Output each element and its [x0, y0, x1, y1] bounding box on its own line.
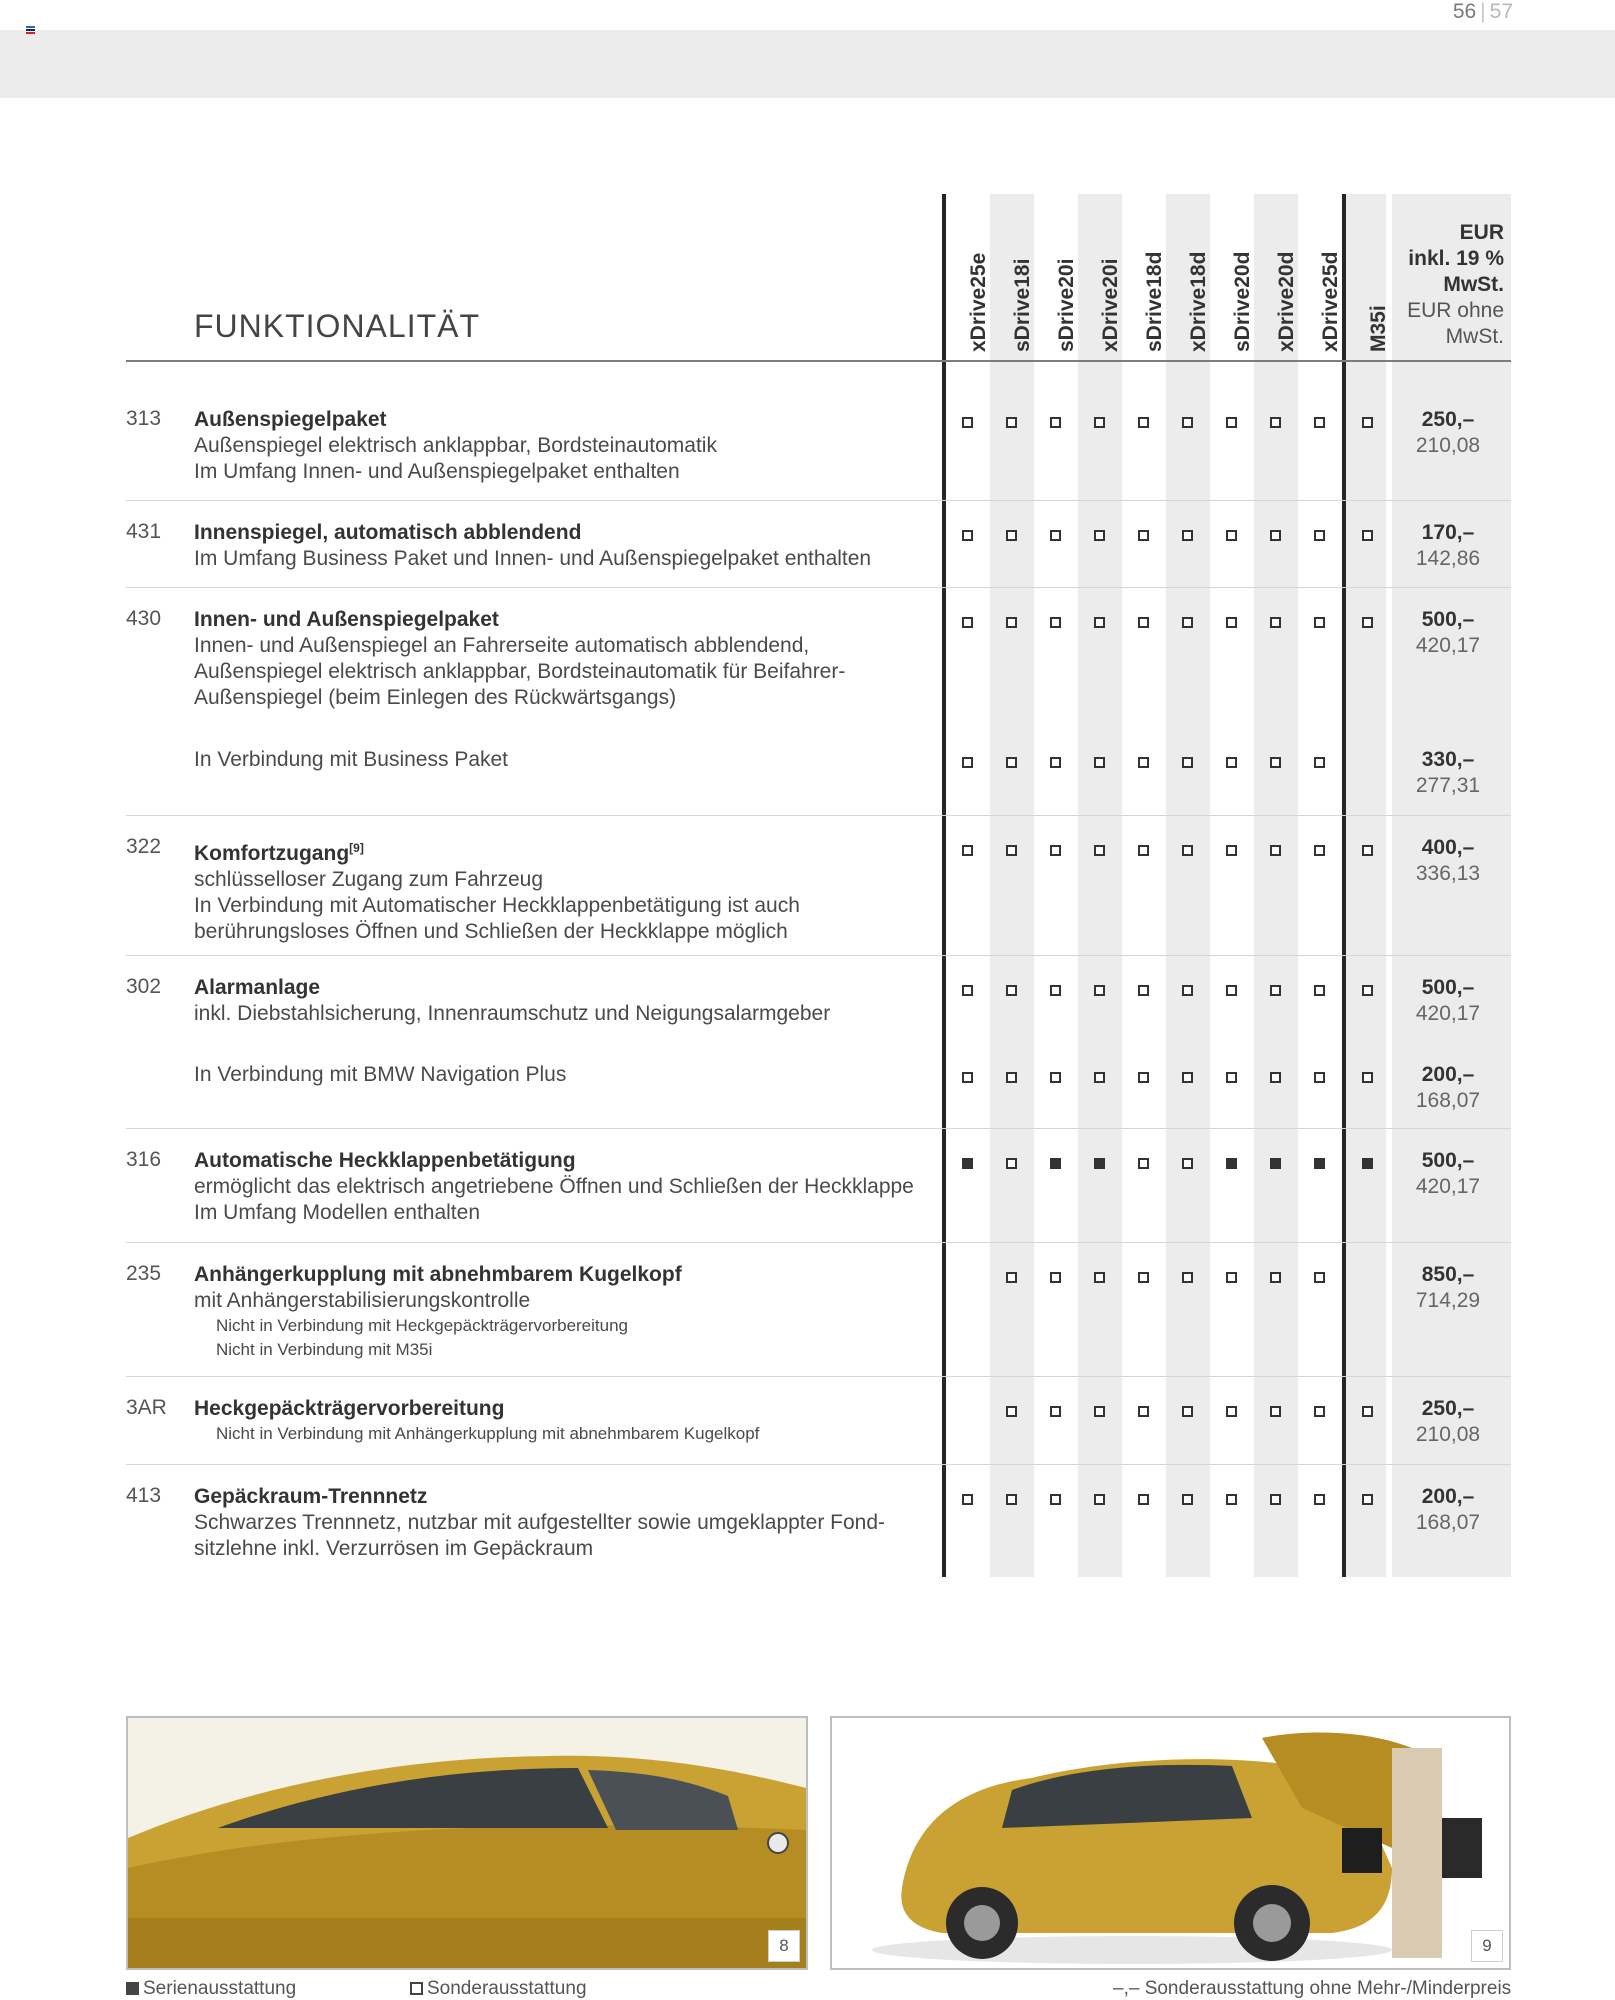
- optional-equipment-mark: [1362, 1406, 1373, 1417]
- price-header: EUR inkl. 19 % MwSt. EUR ohne MwSt.: [1407, 221, 1504, 348]
- optional-equipment-mark: [1314, 1072, 1325, 1083]
- price-gross: 500,–: [1421, 976, 1475, 999]
- top-bar: [0, 30, 1615, 98]
- optional-equipment-mark: [962, 757, 973, 768]
- option-detail: Außenspiegel (beim Einlegen des Rückwärtsgangs): [194, 686, 677, 709]
- optional-equipment-mark: [1270, 1072, 1281, 1083]
- optional-equipment-mark: [1226, 1072, 1237, 1083]
- optional-equipment-mark: [1138, 1072, 1149, 1083]
- footnote-ref[interactable]: [9]: [349, 841, 364, 855]
- price-net: 210,08: [1415, 434, 1481, 457]
- option-price: [1392, 747, 1504, 799]
- optional-equipment-mark: [1006, 1158, 1017, 1169]
- option-code: 3AR: [126, 1396, 167, 1419]
- optional-equipment-mark: [1050, 1406, 1061, 1417]
- column-shade: [990, 194, 1034, 1577]
- optional-equipment-mark: [1270, 845, 1281, 856]
- option-price: [1392, 1396, 1504, 1448]
- car-rear-photo: [830, 1716, 1511, 1970]
- standard-equipment-mark: [1314, 1158, 1325, 1169]
- row-divider: [126, 1376, 1511, 1377]
- car-tailgate-illustration: [832, 1718, 1509, 1968]
- option-title: Innenspiegel, automatisch abblendend: [194, 521, 582, 544]
- optional-equipment-mark: [1006, 1494, 1017, 1505]
- column-header: M35i: [1367, 305, 1390, 352]
- optional-equipment-mark: [1270, 530, 1281, 541]
- option-code: 322: [126, 835, 162, 858]
- optional-equipment-mark: [1270, 417, 1281, 428]
- price-gross: 500,–: [1421, 608, 1475, 631]
- price-net: 168,07: [1415, 1511, 1481, 1534]
- optional-equipment-mark: [1182, 417, 1193, 428]
- optional-equipment-mark: [1182, 1272, 1193, 1283]
- column-shade: [1254, 194, 1298, 1577]
- option-detail: Außenspiegel elektrisch anklappbar, Bordsteinautomatik für Beifahrer-: [194, 660, 846, 683]
- page-next[interactable]: 57: [1489, 0, 1513, 23]
- optional-equipment-mark: [1050, 617, 1061, 628]
- row-divider: [126, 1242, 1511, 1243]
- optional-equipment-mark: [1226, 757, 1237, 768]
- price-gross: 250,–: [1421, 408, 1475, 431]
- optional-equipment-mark: [1314, 530, 1325, 541]
- column-header: xDrive25e: [967, 252, 990, 352]
- optional-equipment-mark: [1050, 985, 1061, 996]
- option-description: [194, 975, 934, 1027]
- optional-equipment-mark: [1050, 845, 1061, 856]
- option-title: Heckgepäckträgervorbereitung: [194, 1397, 505, 1420]
- optional-equipment-mark: [1362, 845, 1373, 856]
- optional-equipment-mark: [1094, 845, 1105, 856]
- option-detail: In Verbindung mit BMW Navigation Plus: [194, 1063, 567, 1086]
- optional-equipment-mark: [1362, 530, 1373, 541]
- option-description: [194, 407, 934, 485]
- optional-equipment-mark: [1314, 417, 1325, 428]
- optional-equipment-mark: [1314, 1494, 1325, 1505]
- option-detail: mit Anhängerstabilisierungskontrolle: [194, 1289, 531, 1312]
- option-detail: Schwarzes Trennnetz, nutzbar mit aufgestellter sowie umgeklappter Fond-: [194, 1511, 886, 1534]
- price-gross: 200,–: [1421, 1485, 1475, 1508]
- filled-square-icon: [126, 1982, 139, 1995]
- option-detail: Außenspiegel elektrisch anklappbar, Bordsteinautomatik: [194, 434, 717, 457]
- optional-equipment-mark: [1050, 1494, 1061, 1505]
- option-code: 302: [126, 975, 162, 998]
- row-divider: [126, 1128, 1511, 1129]
- price-gross: 400,–: [1421, 836, 1475, 859]
- option-description: [194, 1062, 934, 1088]
- optional-equipment-mark: [1226, 985, 1237, 996]
- column-header: xDrive20d: [1275, 251, 1298, 352]
- optional-equipment-mark: [962, 530, 973, 541]
- price-net: 336,13: [1415, 862, 1481, 885]
- standard-equipment-mark: [1094, 1158, 1105, 1169]
- option-title: Alarmanlage: [194, 976, 321, 999]
- option-price: [1392, 607, 1504, 659]
- option-description: [194, 1484, 934, 1562]
- column-shade: [1078, 194, 1122, 1577]
- optional-equipment-mark: [1138, 1158, 1149, 1169]
- optional-equipment-mark: [1094, 417, 1105, 428]
- option-code: 413: [126, 1484, 162, 1507]
- column-header: sDrive18i: [1011, 258, 1034, 352]
- option-description: [194, 607, 934, 711]
- price-net: 142,86: [1415, 547, 1481, 570]
- optional-equipment-mark: [1050, 530, 1061, 541]
- column-header: sDrive18d: [1143, 251, 1166, 352]
- optional-equipment-mark: [1314, 1272, 1325, 1283]
- optional-equipment-mark: [1182, 1406, 1193, 1417]
- price-gross: 250,–: [1421, 1397, 1475, 1420]
- optional-equipment-mark: [962, 617, 973, 628]
- optional-equipment-mark: [1006, 530, 1017, 541]
- option-price: [1392, 835, 1504, 887]
- optional-equipment-mark: [1182, 1494, 1193, 1505]
- empty-square-icon: [410, 1982, 423, 1995]
- option-code: 316: [126, 1148, 162, 1171]
- option-detail: berührungsloses Öffnen und Schließen der Heckklappe möglich: [194, 920, 788, 943]
- optional-equipment-mark: [1362, 1494, 1373, 1505]
- car-side-illustration: [128, 1718, 806, 1968]
- price-net: 210,08: [1415, 1423, 1481, 1446]
- optional-equipment-mark: [1050, 417, 1061, 428]
- optional-equipment-mark: [1094, 1406, 1105, 1417]
- option-detail: Im Umfang Innen- und Außenspiegelpaket enthalten: [194, 460, 680, 483]
- optional-equipment-mark: [1270, 985, 1281, 996]
- optional-equipment-mark: [1006, 845, 1017, 856]
- column-header: xDrive20i: [1099, 258, 1122, 352]
- optional-equipment-mark: [962, 417, 973, 428]
- option-restriction: Nicht in Verbindung mit M35i: [216, 1340, 433, 1359]
- price-net: 168,07: [1415, 1089, 1481, 1112]
- row-divider: [126, 955, 1511, 956]
- optional-equipment-mark: [1226, 1494, 1237, 1505]
- option-restriction: Nicht in Verbindung mit Anhängerkupplung mit abnehmbarem Kugelkopf: [216, 1424, 760, 1443]
- optional-equipment-mark: [1362, 1072, 1373, 1083]
- optional-equipment-mark: [1050, 757, 1061, 768]
- option-detail: ermöglicht das elektrisch angetriebene Öffnen und Schließen der Heckklappe: [194, 1175, 914, 1198]
- standard-equipment-mark: [1270, 1158, 1281, 1169]
- option-detail: schlüsselloser Zugang zum Fahrzeug: [194, 868, 544, 891]
- optional-equipment-mark: [1094, 1072, 1105, 1083]
- price-net: 420,17: [1415, 634, 1481, 657]
- row-divider: [126, 1464, 1511, 1465]
- optional-equipment-mark: [1226, 417, 1237, 428]
- column-header: xDrive25d: [1319, 251, 1342, 352]
- column-divider: [942, 194, 946, 1577]
- option-restriction: Nicht in Verbindung mit Heckgepäckträgervorbereitung: [216, 1316, 629, 1335]
- option-code: 431: [126, 520, 162, 543]
- column-header: sDrive20d: [1231, 251, 1254, 352]
- optional-equipment-mark: [1314, 1406, 1325, 1417]
- option-detail: Im Umfang Business Paket und Innen- und Außenspiegelpaket enthalten: [194, 547, 872, 570]
- brand-stripe-icon: [26, 26, 35, 34]
- legend-standard: Serienausstattung: [126, 1978, 296, 2000]
- optional-equipment-mark: [1138, 985, 1149, 996]
- column-shade: [1342, 194, 1386, 1577]
- row-divider: [126, 500, 1511, 501]
- price-gross: 330,–: [1421, 748, 1475, 771]
- option-title: Automatische Heckklappenbetätigung: [194, 1149, 576, 1172]
- optional-equipment-mark: [1094, 1494, 1105, 1505]
- photo-number: 9: [1471, 1930, 1503, 1962]
- page-number: 56 | 57: [1452, 0, 1513, 23]
- optional-equipment-mark: [1006, 1406, 1017, 1417]
- optional-equipment-mark: [1050, 1272, 1061, 1283]
- price-gross: 200,–: [1421, 1063, 1475, 1086]
- optional-equipment-mark: [1270, 617, 1281, 628]
- option-description: [194, 520, 934, 572]
- photo-number: 8: [768, 1930, 800, 1962]
- option-detail: In Verbindung mit Business Paket: [194, 748, 509, 771]
- optional-equipment-mark: [1182, 530, 1193, 541]
- option-price: [1392, 1148, 1504, 1200]
- optional-equipment-mark: [1182, 1072, 1193, 1083]
- optional-equipment-mark: [1006, 985, 1017, 996]
- optional-equipment-mark: [1138, 757, 1149, 768]
- optional-equipment-mark: [1182, 1158, 1193, 1169]
- optional-equipment-mark: [1362, 985, 1373, 996]
- section-title: FUNKTIONALITÄT: [194, 308, 481, 344]
- optional-equipment-mark: [1050, 1072, 1061, 1083]
- optional-equipment-mark: [962, 845, 973, 856]
- option-detail: sitzlehne inkl. Verzurrösen im Gepäckraum: [194, 1537, 594, 1560]
- optional-equipment-mark: [1138, 845, 1149, 856]
- optional-equipment-mark: [1094, 1272, 1105, 1283]
- option-price: [1392, 520, 1504, 572]
- option-detail: inkl. Diebstahlsicherung, Innenraumschutz und Neigungsalarmgeber: [194, 1002, 831, 1025]
- row-divider: [126, 587, 1511, 588]
- optional-equipment-mark: [1182, 757, 1193, 768]
- optional-equipment-mark: [1314, 757, 1325, 768]
- legend-no-price: –,– Sonderausstattung ohne Mehr-/Minderpreis: [1113, 1978, 1512, 1999]
- option-title: Gepäckraum-Trennnetz: [194, 1485, 428, 1508]
- option-detail: In Verbindung mit Automatischer Heckklappenbetätigung ist auch: [194, 894, 800, 917]
- option-code: 313: [126, 407, 162, 430]
- optional-equipment-mark: [1138, 1272, 1149, 1283]
- optional-equipment-mark: [1314, 845, 1325, 856]
- optional-equipment-mark: [1006, 417, 1017, 428]
- optional-equipment-mark: [1094, 757, 1105, 768]
- option-code: 430: [126, 607, 162, 630]
- page-current: 56: [1452, 0, 1477, 23]
- optional-equipment-mark: [1006, 1272, 1017, 1283]
- price-gross: 500,–: [1421, 1149, 1475, 1172]
- optional-equipment-mark: [1270, 1272, 1281, 1283]
- optional-equipment-mark: [962, 1494, 973, 1505]
- optional-equipment-mark: [1314, 617, 1325, 628]
- price-net: 420,17: [1415, 1002, 1481, 1025]
- optional-equipment-mark: [1226, 530, 1237, 541]
- standard-equipment-mark: [1362, 1158, 1373, 1169]
- price-net: 714,29: [1415, 1289, 1481, 1312]
- optional-equipment-mark: [1362, 417, 1373, 428]
- standard-equipment-mark: [1226, 1158, 1237, 1169]
- optional-equipment-mark: [1226, 1272, 1237, 1283]
- option-detail: Im Umfang Modellen enthalten: [194, 1201, 480, 1224]
- option-price: [1392, 1262, 1504, 1314]
- optional-equipment-mark: [1094, 530, 1105, 541]
- optional-equipment-mark: [1006, 617, 1017, 628]
- price-gross: 170,–: [1421, 521, 1475, 544]
- optional-equipment-mark: [1006, 757, 1017, 768]
- legend-optional: Sonderausstattung: [410, 1978, 587, 2000]
- optional-equipment-mark: [1270, 1406, 1281, 1417]
- price-net: 277,31: [1415, 774, 1481, 797]
- header-rule: [126, 360, 1511, 362]
- optional-equipment-mark: [1314, 985, 1325, 996]
- option-price: [1392, 1484, 1504, 1536]
- option-description: [194, 1396, 934, 1446]
- column-header: xDrive18d: [1187, 251, 1210, 352]
- option-price: [1392, 1062, 1504, 1114]
- optional-equipment-mark: [1182, 985, 1193, 996]
- option-title: Komfortzugang[9]: [194, 841, 364, 865]
- optional-equipment-mark: [1094, 617, 1105, 628]
- standard-equipment-mark: [1050, 1158, 1061, 1169]
- option-description: [194, 1262, 934, 1362]
- column-shade: [1166, 194, 1210, 1577]
- column-header: sDrive20i: [1055, 258, 1078, 352]
- price-net: 420,17: [1415, 1175, 1481, 1198]
- option-title: Innen- und Außenspiegelpaket: [194, 608, 499, 631]
- standard-equipment-mark: [962, 1158, 973, 1169]
- optional-equipment-mark: [1094, 985, 1105, 996]
- option-detail: Innen- und Außenspiegel an Fahrerseite automatisch abblendend,: [194, 634, 810, 657]
- optional-equipment-mark: [1270, 757, 1281, 768]
- optional-equipment-mark: [1362, 617, 1373, 628]
- option-price: [1392, 407, 1504, 459]
- optional-equipment-mark: [1138, 1406, 1149, 1417]
- row-divider: [126, 815, 1511, 816]
- optional-equipment-mark: [1226, 845, 1237, 856]
- optional-equipment-mark: [1226, 617, 1237, 628]
- option-description: [194, 1148, 934, 1226]
- option-title: Anhängerkupplung mit abnehmbarem Kugelkopf: [194, 1263, 682, 1286]
- option-price: [1392, 975, 1504, 1027]
- option-title: Außenspiegelpaket: [194, 408, 387, 431]
- option-description: [194, 747, 934, 773]
- option-code: 235: [126, 1262, 162, 1285]
- optional-equipment-mark: [1138, 417, 1149, 428]
- optional-equipment-mark: [1138, 1494, 1149, 1505]
- price-gross: 850,–: [1421, 1263, 1475, 1286]
- optional-equipment-mark: [1270, 1494, 1281, 1505]
- optional-equipment-mark: [1182, 617, 1193, 628]
- optional-equipment-mark: [1138, 617, 1149, 628]
- optional-equipment-mark: [1138, 530, 1149, 541]
- car-side-photo: [126, 1716, 808, 1970]
- column-divider: [1342, 194, 1346, 1577]
- optional-equipment-mark: [1006, 1072, 1017, 1083]
- optional-equipment-mark: [962, 1072, 973, 1083]
- optional-equipment-mark: [962, 985, 973, 996]
- option-description: [194, 835, 934, 945]
- optional-equipment-mark: [1226, 1406, 1237, 1417]
- optional-equipment-mark: [1182, 845, 1193, 856]
